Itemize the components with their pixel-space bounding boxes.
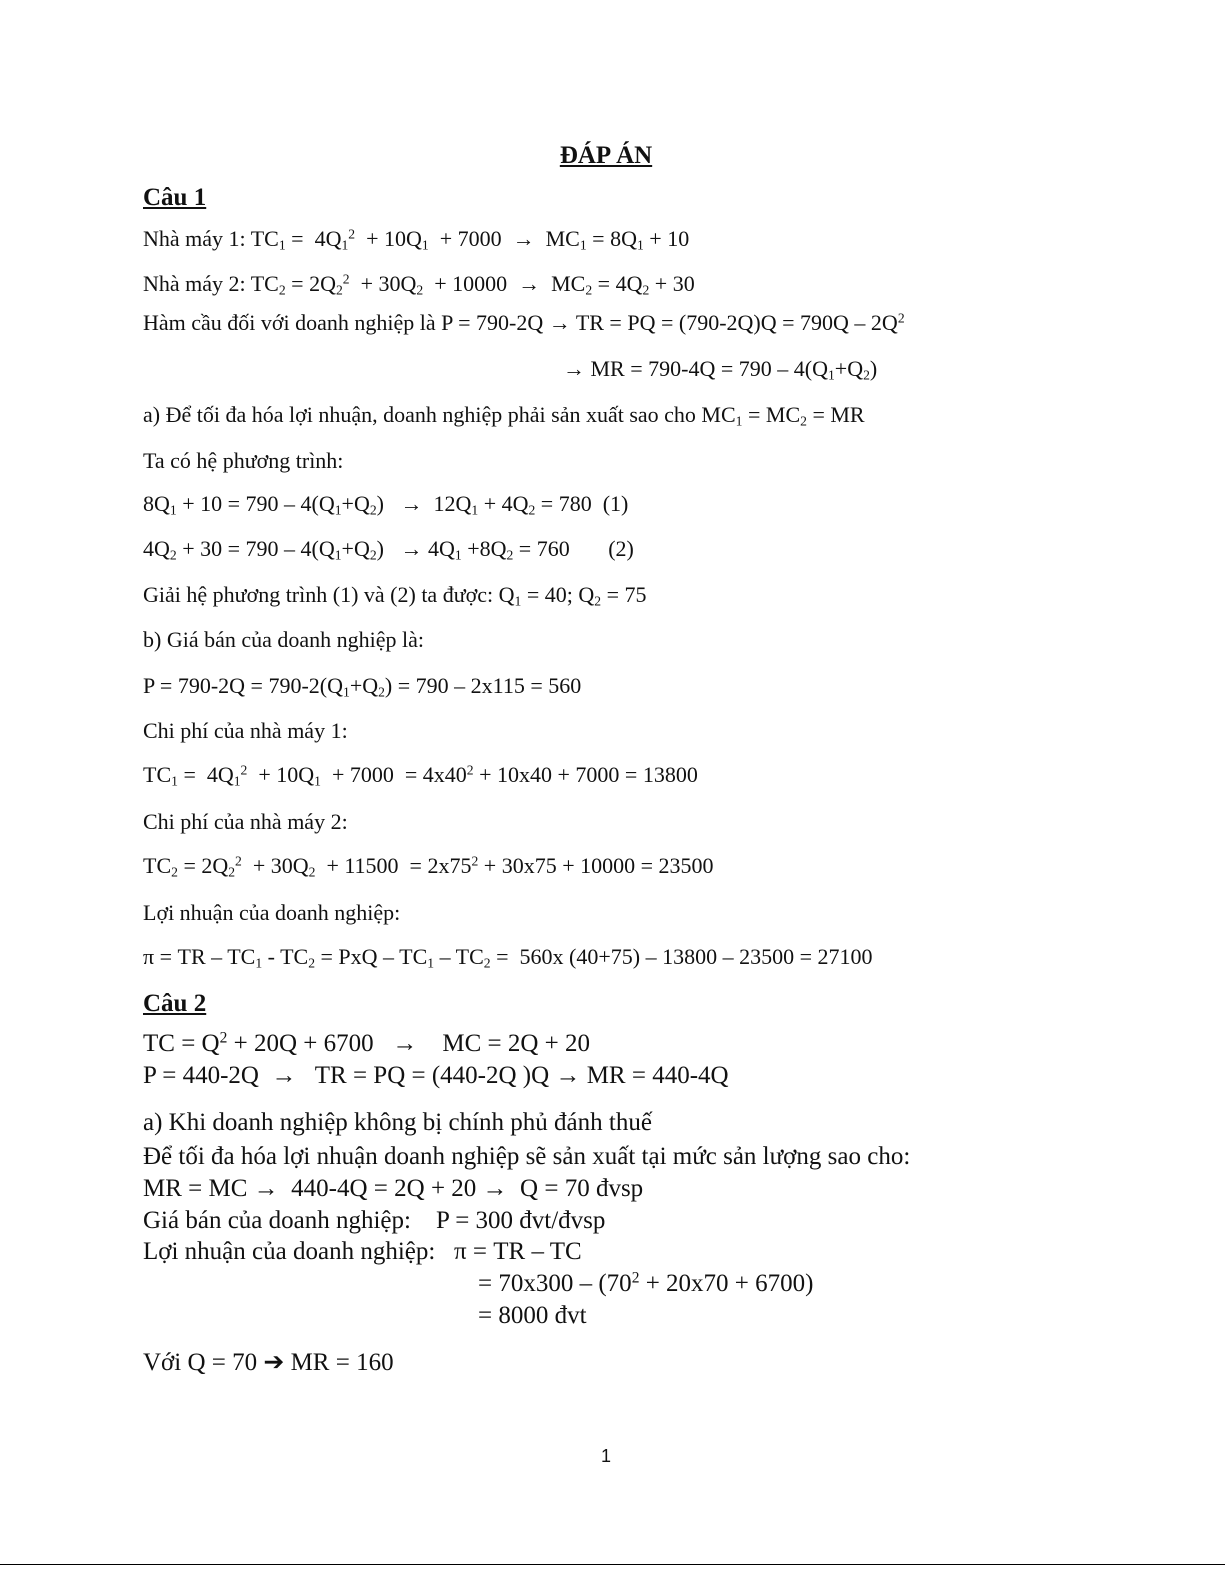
q1-heading: Câu 1 (143, 184, 207, 211)
q1-line: Chi phí của nhà máy 1: (143, 718, 348, 743)
q1-line: a) Để tối đa hóa lợi nhuận, doanh nghiệp phải sản xuất sao cho $MC_1 = MC_2$ = MR (143, 402, 865, 429)
q2-line: Để tối đa hóa lợi nhuận doanh nghiệp sẽ sản xuất tại mức sản lượng sao cho: (143, 1143, 911, 1170)
q2-heading: Câu 2 (143, 990, 207, 1017)
q1-line: Chi phí của nhà máy 2: (143, 809, 348, 834)
q1-line: $TC_2 = 2Q_2^2 + 30Q_2 + 11500 = 2x75^2 + 30x75 + 10000 = 23500$ (143, 853, 714, 880)
q2-line: Với Q = 70 ➔ MR = 160 (143, 1349, 394, 1376)
q1-line: Ta có hệ phương trình: (143, 448, 344, 473)
q1-line: $4Q_2 + 30 = 790 - 4(Q_1+Q_2) \to 4Q_1 +8Q_2 = 760$ (2) (143, 536, 634, 563)
q2-line: P = 440-2Q → TR = PQ = (440-2Q )Q → MR = 440-4Q (143, 1062, 729, 1089)
page-title: ĐÁP ÁN (559, 142, 653, 169)
page-number: 1 (600, 1446, 611, 1466)
q2-line: TC = $Q^2 + 20Q + 6700$ → MC = 2Q + 20 (143, 1029, 591, 1057)
q2-line: Giá bán của doanh nghiệp: P = 300 đvt/đvsp (143, 1207, 606, 1234)
q1-line: Nhà máy 2: $TC_2 = 2Q_2^2 + 30Q_2 + 10000 \to MC_2 = 4Q_2 + 30$ (143, 271, 695, 298)
q1-line: Nhà máy 1: $TC_1 = 4Q_1^2 + 10Q_1 + 7000 \to MC_1 = 8Q_1 + 10$ (143, 226, 690, 253)
q1-line: $P = 790-2Q = 790-2(Q_1+Q_2) = 790 - 2x115 = 560$ (143, 673, 582, 700)
footer-divider (0, 1564, 1225, 1565)
q1-line: Giải hệ phương trình (1) và (2) ta được: $Q_1 = 40$; $Q_2 = 75$ (143, 582, 647, 609)
q2-line: = 8000 đvt (478, 1302, 587, 1329)
q1-line: → MR = $790-4Q = 790 - 4(Q_1+Q_2)$ (563, 356, 878, 383)
q1-line: $8Q_1 + 10 = 790 - 4(Q_1+Q_2) \to 12Q_1 + 4Q_2 = 780$ (1) (143, 491, 629, 518)
q1-line: Hàm cầu đối với doanh nghiệp là P = 790-2Q → TR = PQ = $(790-2Q)Q = 790Q - 2Q^2$ (143, 310, 905, 335)
q1-line: b) Giá bán của doanh nghiệp là: (143, 627, 425, 652)
q1-line: Lợi nhuận của doanh nghiệp: (143, 900, 401, 925)
q2-line: Lợi nhuận của doanh nghiệp: π = TR – TC (143, 1238, 582, 1265)
q1-line: $TC_1 = 4Q_1^2 + 10Q_1 + 7000 = 4x40^2 + 10x40 + 7000 = 13800$ (143, 762, 698, 789)
q1-line: π = TR – $TC_1 - TC_2$ = PxQ – $TC_1 - TC_2 = 560x$ (40+75) – 13800 – 23500 = 27100 (143, 944, 873, 971)
q2-line: MR = MC → 440-4Q = 2Q + 20 → Q = 70 đvsp (143, 1175, 644, 1202)
q2-line: a) Khi doanh nghiệp không bị chính phủ đánh thuế (143, 1109, 652, 1136)
q2-line: = $70x300 - (70^2 + 20x70 + 6700)$ (478, 1269, 814, 1297)
